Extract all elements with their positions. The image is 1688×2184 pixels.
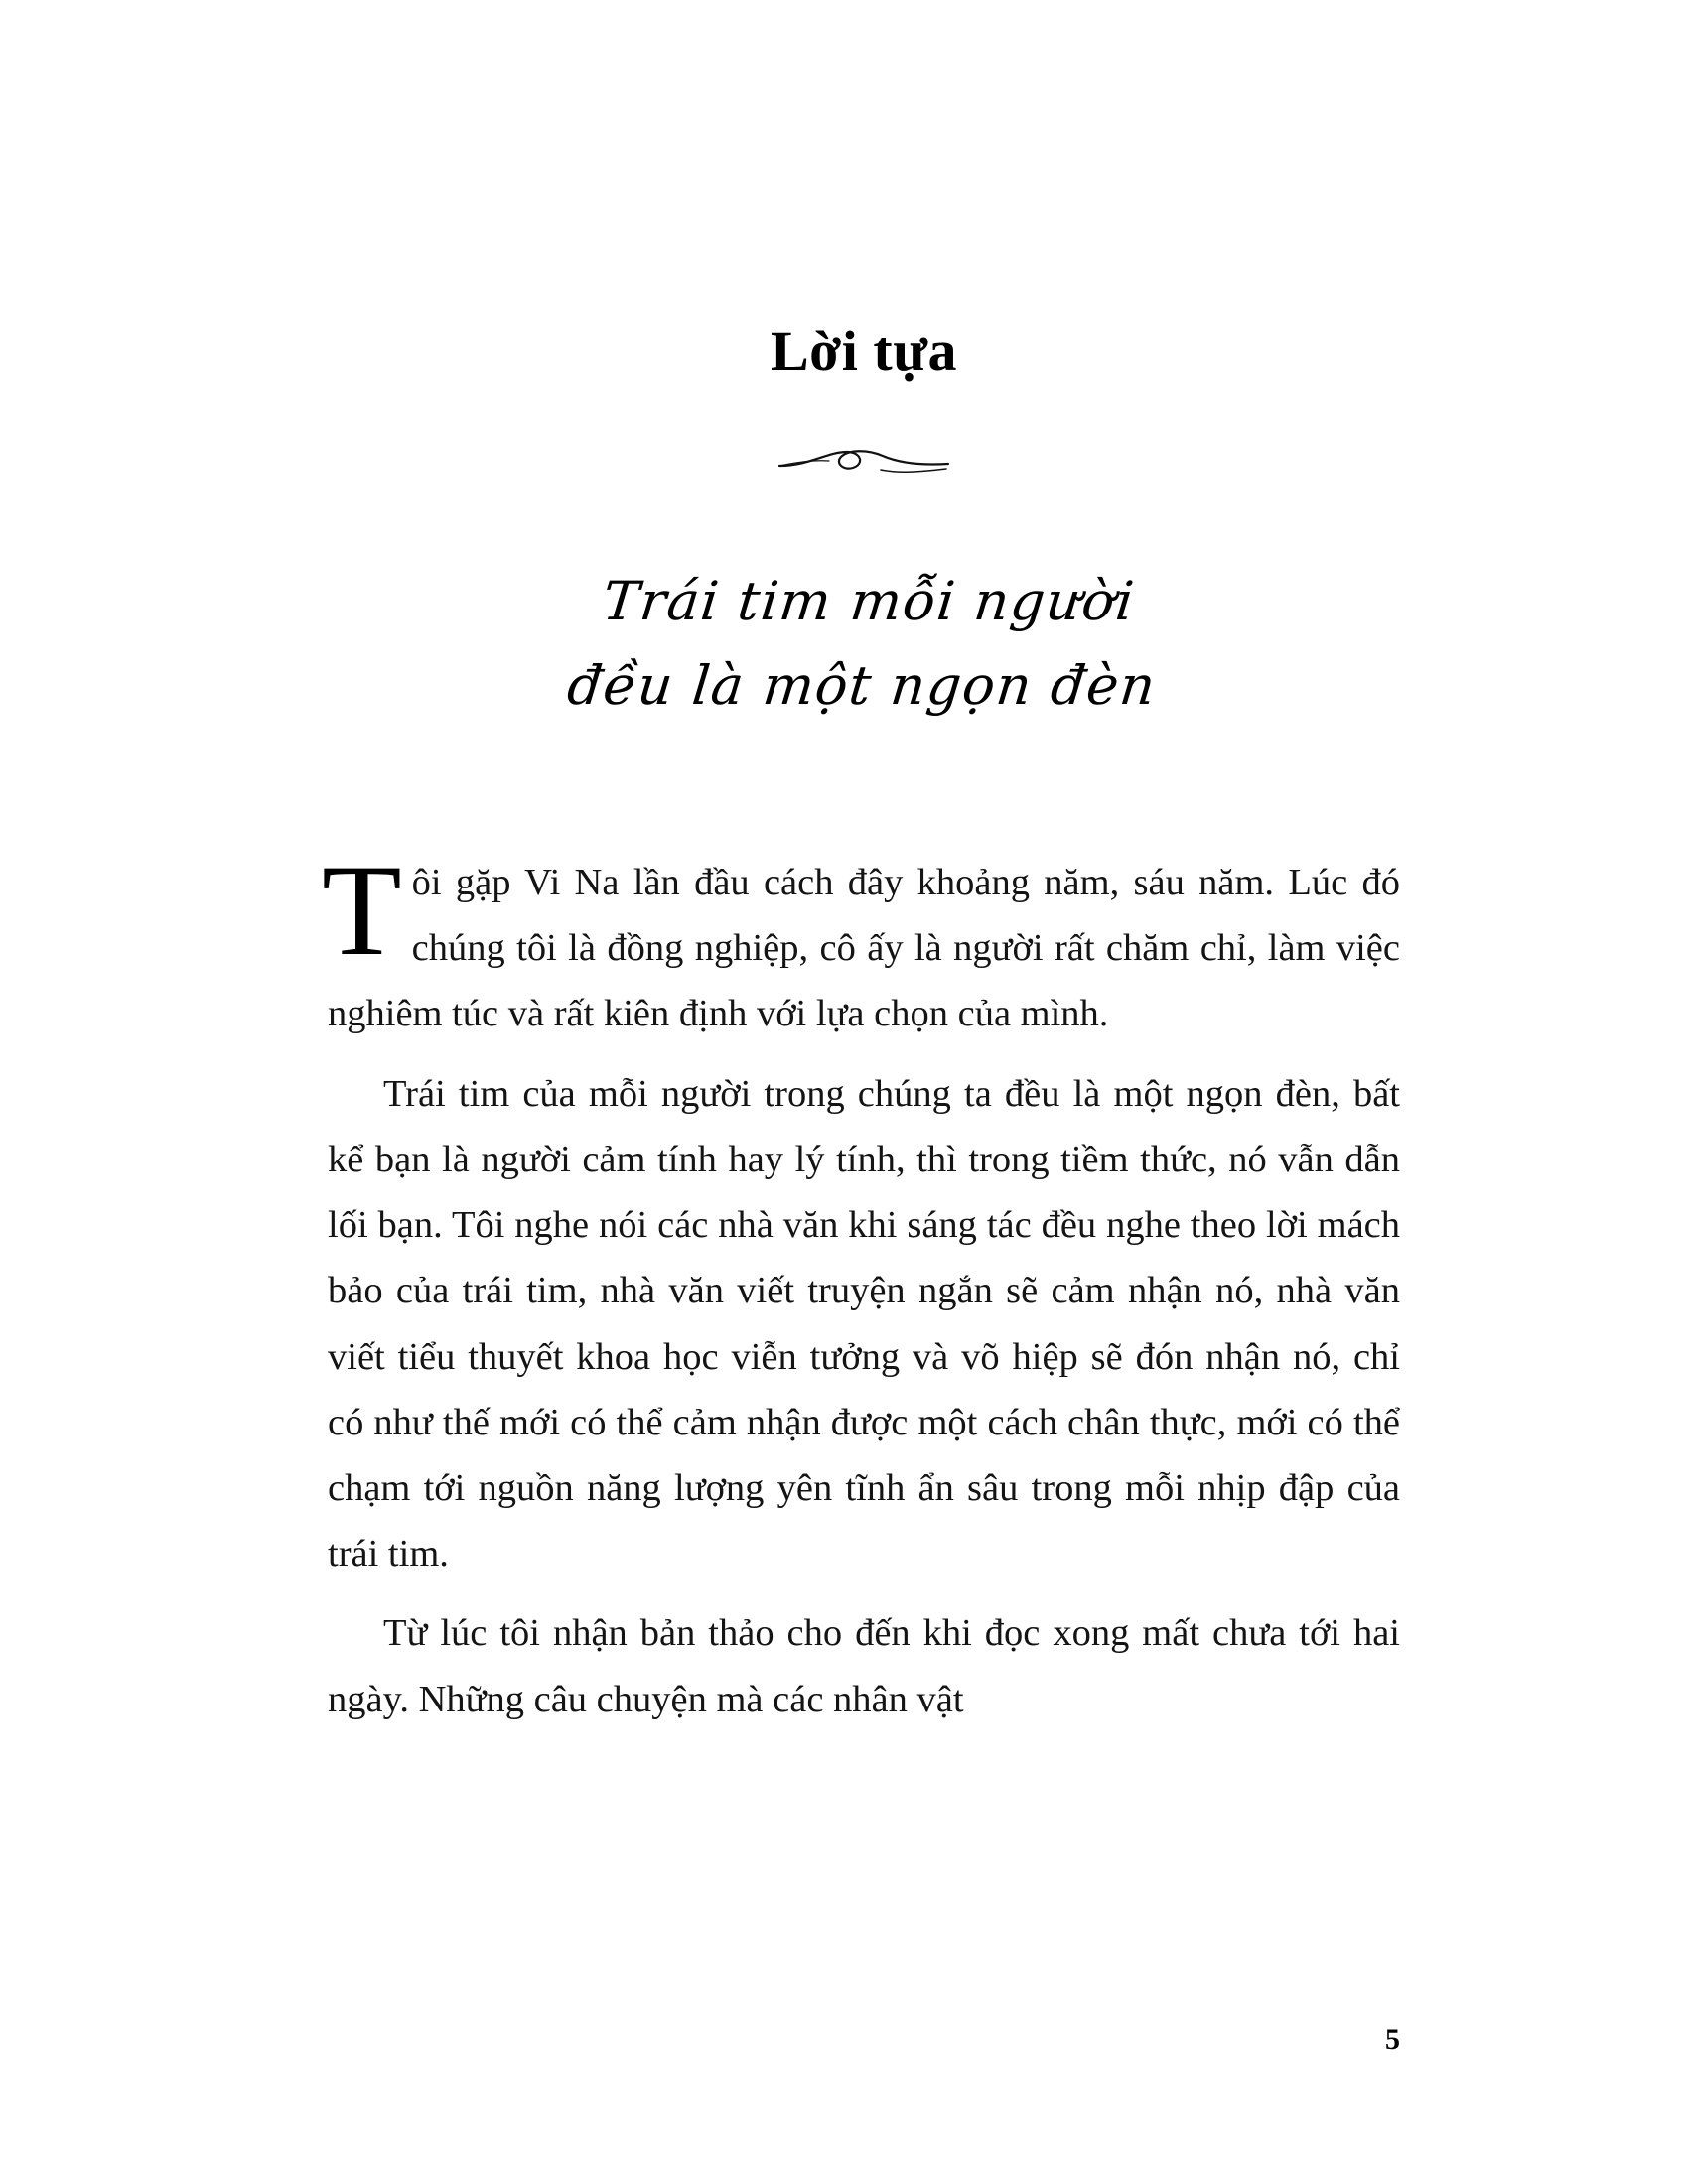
page-content: [322, 0, 1400, 2184]
paragraph-2: Trái tim của mỗi người trong chúng ta đều là một ngọn đèn, bất kể bạn là người cảm tính hay lý tính, thì trong tiềm thức, nó vẫn dẫn lối bạn. Tôi nghe nói các nhà văn khi sáng tác đều nghe theo lời mách bảo của trái tim, nhà văn viết truyện ngắn sẽ cảm nhận nó, nhà văn viết tiểu thuyết khoa học viễn tưởng và võ hiệp sẽ đón nhận nó, chỉ có như thế mới có thể cảm nhận được một cách chân thực, mới có thể chạm tới nguồn năng lượng yên tĩnh ẩn sâu trong mỗi nhịp đập của trái tim.: [328, 1072, 1400, 1575]
flourish-divider-ornament: [328, 436, 1400, 495]
script-subtitle-line-2: đều là một ngọn đèn: [564, 653, 1160, 717]
script-subtitle-line-1: Trái tim mỗi người: [600, 570, 1139, 632]
body-text: [322, 837, 1400, 1732]
page-title: Lời tựa: [770, 319, 958, 383]
paragraph-1: [322, 837, 1400, 1047]
script-subtitle: [328, 565, 1400, 723]
drop-cap: T: [322, 837, 402, 984]
paragraph-3: Từ lúc tôi nhận bản thảo cho đến khi đọc xong mất chưa tới hai ngày. Những câu chuyện mà các nhân vật: [328, 1612, 1400, 1720]
paragraph-1-text: ôi gặp Vi Na lần đầu cách đây khoảng năm, sáu năm. Lúc đó chúng tôi là đồng nghiệp, cô ấy là người rất chăm chỉ, làm việc nghiêm túc và rất kiên định với lựa chọn của mình.: [328, 862, 1400, 1035]
page-number: 5: [1385, 2023, 1400, 2056]
